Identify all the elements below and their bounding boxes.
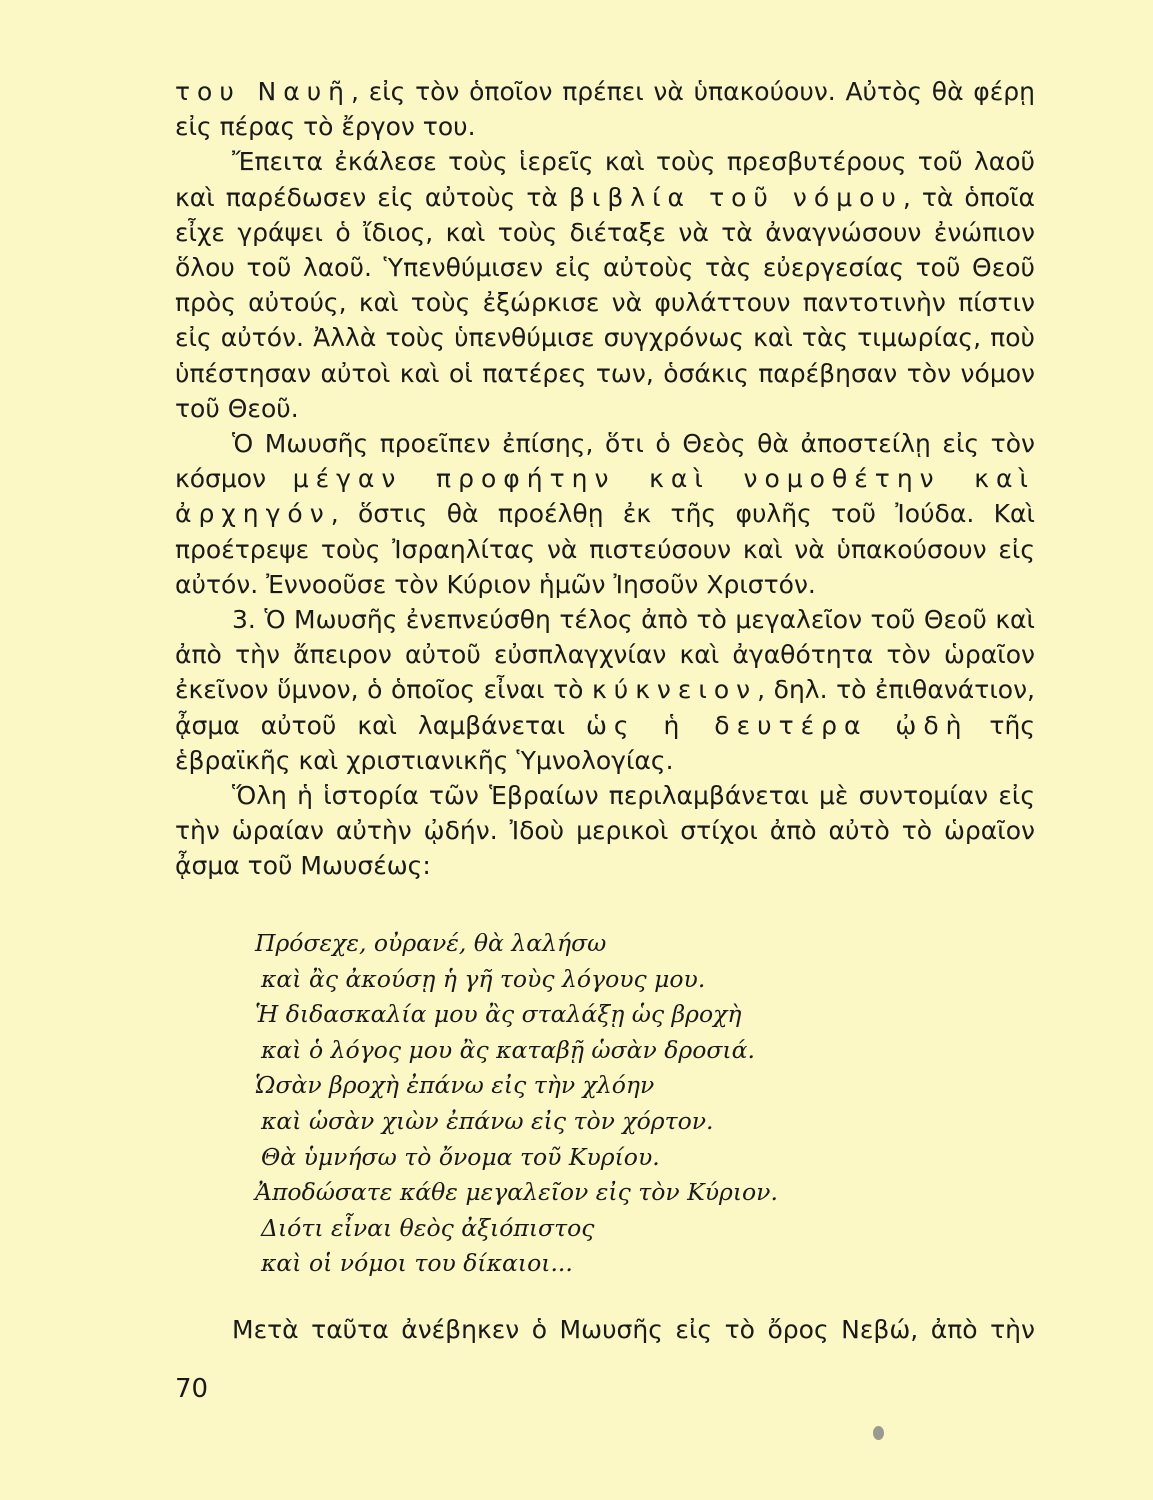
paragraph-priests: Ἔπειτα ἐκάλεσε τοὺς ἱερεῖς καὶ τοὺς πρεσβυτέρους τοῦ λαοῦ καὶ παρέδωσεν εἰς αὐτοὺς τὰ βιβλία τοῦ νόμου, τὰ ὁποῖα εἶχε γράψει ὁ ἴδιος, καὶ τοὺς διέταξε νὰ τὰ ἀναγνώσουν ἐνώπιον ὅλου τοῦ λαοῦ. Ὑπενθύμισεν εἰς αὐτοὺς τὰς εὐεργεσίας τοῦ Θεοῦ πρὸς αὐτούς, καὶ τοὺς ἐξώρκισε νὰ φυλάττουν παντοτινὴν πίστιν εἰς αὐτόν. Ἀλλὰ τοὺς ὑπενθύμισε συγχρόνως καὶ τὰς τιμωρίας, ποὺ ὑπέστησαν αὐτοὶ καὶ οἱ πατέρες των, ὁσάκις παρέβησαν τὸν νόμον τοῦ Θεοῦ. (175, 147, 1035, 423)
spaced-books-of-law: βιβλία τοῦ νόμου (568, 182, 903, 212)
poem-line: καὶ οἱ νόμοι του δίκαιοι... (261, 1249, 573, 1278)
spaced-name-nauē: του Ναυῆ (175, 77, 352, 106)
ink-speck (873, 1426, 884, 1440)
main-text (175, 74, 1035, 884)
poem-line: Ὡσὰν βροχὴ ἐπάνω εἰς τὴν χλόην (255, 1071, 655, 1100)
closing-line: Μετὰ ταῦτα ἀνέβηκεν ὁ Μωυσῆς εἰς τὸ ὄρος Νεβώ, ἀπὸ τὴν (232, 1315, 1035, 1344)
poem-line: Ἀποδώσατε κάθε μεγαλεῖον εἰς τὸν Κύριον. (255, 1178, 778, 1207)
poem-line: καὶ ἂς ἀκούσῃ ἡ γῆ τοὺς λόγους μου. (261, 964, 706, 993)
paragraph-continuation: του Ναυῆ, εἰς τὸν ὁποῖον πρέπει νὰ ὑπακούουν. Αὐτὸς θὰ φέρῃ εἰς πέρας τὸ ἔργον του. (175, 77, 1035, 142)
poem (255, 926, 1015, 1282)
poem-line: καὶ ὡσὰν χιὼν ἐπάνω εἰς τὸν χόρτον. (261, 1106, 714, 1135)
poem-line: Διότι εἶναι θεὸς ἀξιόπιστος (261, 1213, 595, 1242)
paragraph-history: Ὅλη ἡ ἱστορία τῶν Ἑβραίων περιλαμβάνεται μὲ συντομίαν εἰς τὴν ὡραίαν αὐτὴν ᾠδήν. Ἰδοὺ μερικοὶ στίχοι ἀπὸ αὐτὸ τὸ ὡραῖον ᾆσμα τοῦ Μωυσέως: (175, 781, 1035, 881)
poem-line: Πρόσεχε, οὐρανέ, θὰ λαλήσω (255, 929, 607, 957)
spaced-swan-song: κύκνειον (592, 675, 758, 705)
poem-line: Θὰ ὑμνήσω τὸ ὄνομα τοῦ Κυρίου. (261, 1142, 660, 1171)
spaced-second-ode: ὡς ἡ δευτέρα ᾠδὴ (585, 710, 969, 740)
paragraph-prophecy: Ὁ Μωυσῆς προεῖπεν ἐπίσης, ὅτι ὁ Θεὸς θὰ ἀποστείλῃ εἰς τὸν κόσμον μέγαν προφήτην καὶ νομοθέτην καὶ ἀρχηγόν, ὅστις θὰ προέλθῃ ἐκ τῆς φυλῆς τοῦ Ἰούδα. Καὶ προέτρεψε τοὺς Ἰσραηλίτας νὰ πιστεύσουν καὶ νὰ ὑπακούσουν εἰς αὐτόν. Ἐννοοῦσε τὸν Κύριον ἡμῶν Ἰησοῦν Χριστόν. (175, 429, 1035, 599)
spaced-great-prophet: μέγαν προφήτην καὶ νομοθέτην καὶ ἀρχηγόν (175, 464, 1035, 529)
paragraph-section-3: 3. Ὁ Μωυσῆς ἐνεπνεύσθη τέλος ἀπὸ τὸ μεγαλεῖον τοῦ Θεοῦ καὶ ἀπὸ τὴν ἄπειρον αὐτοῦ εὐσπλαγχνίαν καὶ ἀγαθότητα τὸν ὡραῖον ἐκεῖνον ὕμνον, ὁ ὁποῖος εἶναι τὸ κύκνειον, δηλ. τὸ ἐπιθανάτιον, ᾆσμα αὐτοῦ καὶ λαμβάνεται ὡς ἡ δευτέρα ᾠδὴ τῆς ἑβραϊκῆς καὶ χριστιανικῆς Ὑμνολογίας. (175, 605, 1036, 775)
page-number: 70 (175, 1374, 209, 1404)
poem-line: Ἡ διδασκαλία μου ἂς σταλάξῃ ὡς βροχὴ (255, 1000, 742, 1029)
poem-line: καὶ ὁ λόγος μου ἂς καταβῇ ὡσὰν δροσιά. (261, 1035, 755, 1064)
